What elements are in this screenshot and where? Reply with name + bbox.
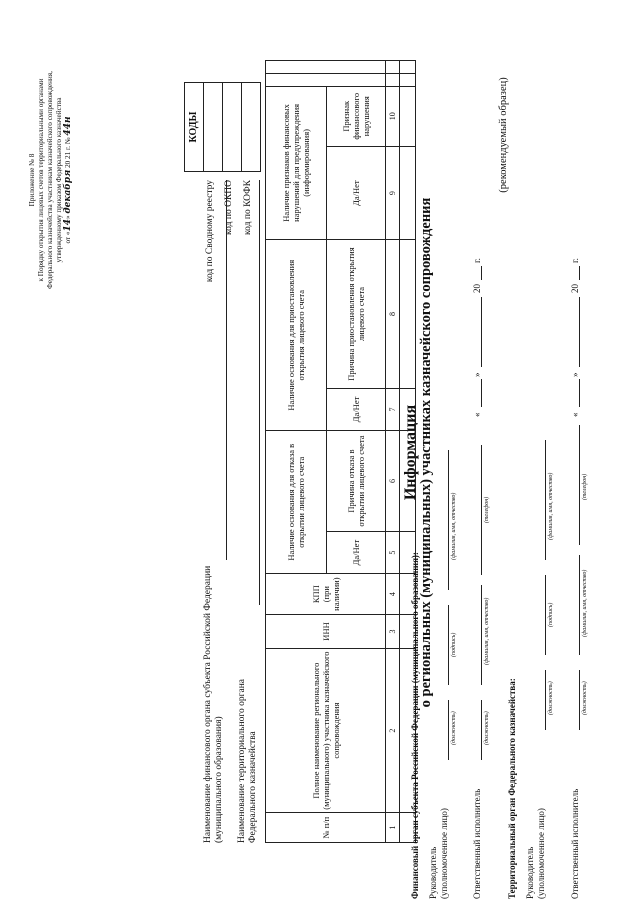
column-number: 3 bbox=[386, 615, 400, 649]
appendix-line: к Порядку открытия лицевых счетов территориальными органами bbox=[37, 78, 45, 282]
head-sub-label: (уполномоченное лицо) bbox=[439, 808, 449, 899]
column-number: 1 bbox=[386, 813, 400, 843]
fk-signature-header: Территориальный орган Федерального казначейства: bbox=[507, 678, 517, 899]
phone-line[interactable] bbox=[481, 445, 482, 575]
code-label-kofk: код по КОФК bbox=[243, 180, 253, 235]
participants-table bbox=[265, 60, 416, 843]
year-prefix: 20 bbox=[570, 284, 580, 293]
fio-line[interactable] bbox=[545, 440, 546, 560]
handwritten-order-number: 44н bbox=[63, 116, 73, 136]
year-suffix: г. bbox=[570, 258, 580, 263]
appendix-line: утвержденному приказом Федерального казначейства bbox=[55, 97, 63, 263]
position-line[interactable] bbox=[579, 670, 580, 730]
column-number: 2 bbox=[386, 648, 400, 812]
position-caption: (должность) bbox=[484, 711, 490, 745]
column-number: 6 bbox=[386, 431, 400, 532]
fio-caption: (фамилия, имя, отчество) bbox=[548, 472, 554, 540]
signature-caption: (подпись) bbox=[548, 602, 554, 627]
executor-label: Ответственный исполнитель bbox=[570, 788, 580, 899]
appendix-date-line: от «14» декабря 20 21 г. № 44н bbox=[63, 116, 73, 244]
extra-column bbox=[266, 61, 386, 74]
handwritten-day: 14 bbox=[63, 218, 73, 232]
executor-label: Ответственный исполнитель bbox=[472, 788, 482, 899]
column-number: 5 bbox=[386, 531, 400, 573]
header-kpp: КПП (при наличии) bbox=[266, 574, 386, 615]
head-label: Руководитель bbox=[525, 846, 535, 899]
position-line[interactable] bbox=[545, 670, 546, 730]
year-prefix: 20 bbox=[472, 284, 482, 293]
head-sub-label: (уполномоченное лицо) bbox=[536, 808, 546, 899]
date-open-quote: « bbox=[570, 412, 580, 417]
fin-org-input-line[interactable] bbox=[226, 180, 227, 560]
position-caption: (должность) bbox=[548, 681, 554, 715]
fio-line[interactable] bbox=[579, 555, 580, 655]
header-violation-group: Наличие признаков финансовых нарушений для предупреждения (информирования) bbox=[266, 86, 327, 240]
header-suspend-yes-no: Да/Нет bbox=[327, 388, 386, 430]
head-label: Руководитель bbox=[428, 846, 438, 899]
code-cell-okpo[interactable] bbox=[223, 82, 242, 172]
date-year-line[interactable] bbox=[481, 266, 482, 280]
fio-caption: (фамилия, имя, отчество) bbox=[451, 492, 457, 560]
column-number: 7 bbox=[386, 388, 400, 430]
code-label-svodny: код по Сводному реестру bbox=[205, 180, 215, 283]
header-refusal-yes-no: Да/Нет bbox=[327, 531, 386, 573]
appendix-reference bbox=[28, 15, 73, 345]
fio-line[interactable] bbox=[481, 585, 482, 685]
column-number bbox=[386, 61, 400, 74]
column-number: 9 bbox=[386, 146, 400, 239]
date-day-line[interactable] bbox=[481, 379, 482, 407]
date-open-quote: « bbox=[472, 412, 482, 417]
column-number bbox=[386, 73, 400, 86]
header-participant-name: Полное наименование регионального (муниципального) участника казначейского сопровождения bbox=[266, 648, 386, 812]
document-subtitle: о региональных (муниципальных) участниках казначейского сопровождения bbox=[418, 197, 434, 708]
header-suspend-group: Наличие основания для приостановления открытия лицевого счета bbox=[266, 240, 327, 431]
position-caption: (должность) bbox=[451, 711, 457, 745]
code-cell-svodny[interactable] bbox=[204, 82, 223, 172]
column-number: 4 bbox=[386, 574, 400, 615]
extra-column bbox=[266, 73, 386, 86]
codes-box bbox=[184, 82, 261, 172]
position-line[interactable] bbox=[481, 700, 482, 760]
appendix-line: Федерального казначейства участникам казначейского сопровождения, bbox=[46, 71, 54, 289]
position-caption: (должность) bbox=[582, 681, 588, 715]
header-violation-sign: Признак финансового нарушения bbox=[327, 86, 386, 146]
column-number: 8 bbox=[386, 240, 400, 388]
terr-org-input-line[interactable] bbox=[259, 180, 260, 605]
document-title: Информация bbox=[402, 404, 419, 501]
table-cell[interactable] bbox=[400, 240, 416, 388]
table-cell[interactable] bbox=[400, 146, 416, 239]
phone-line[interactable] bbox=[579, 425, 580, 545]
fio-caption: (фамилия, имя, отчество) bbox=[582, 569, 588, 637]
position-line[interactable] bbox=[448, 700, 449, 760]
date-day-line[interactable] bbox=[579, 379, 580, 407]
header-number: № п/п bbox=[266, 813, 386, 843]
fin-org-label: Наименование финансового органа субъекта Российской Федерации (муниципального образования) bbox=[203, 565, 224, 843]
date-close-quote: » bbox=[570, 372, 580, 377]
recommended-sample-note: (рекомендуемый образец) bbox=[498, 77, 509, 193]
fio-caption: (фамилия, имя, отчество) bbox=[484, 597, 490, 665]
handwritten-month: декабря bbox=[63, 169, 73, 214]
table-cell[interactable] bbox=[400, 61, 416, 74]
code-cell-kofk[interactable] bbox=[242, 82, 261, 172]
code-label-okpo: код по ОКПО bbox=[224, 180, 234, 235]
date-month-line[interactable] bbox=[579, 297, 580, 367]
header-suspend-reason: Причина приостановления открытия лицевого счета bbox=[327, 240, 386, 388]
codes-header: КОДЫ bbox=[184, 82, 204, 172]
header-refusal-group: Наличие основания для отказа в открытии лицевого счета bbox=[266, 431, 327, 574]
column-number: 10 bbox=[386, 86, 400, 146]
date-close-quote: » bbox=[472, 372, 482, 377]
header-violation-yes-no: Да/Нет bbox=[327, 146, 386, 239]
table-cell[interactable] bbox=[400, 73, 416, 86]
table-cell[interactable] bbox=[400, 86, 416, 146]
table-cell[interactable] bbox=[400, 431, 416, 532]
signature-line[interactable] bbox=[545, 575, 546, 655]
table-cell[interactable] bbox=[400, 388, 416, 430]
fin-org-signature-header: Финансовый орган субъекта Российской Федерации (муниципального образования): bbox=[410, 552, 420, 899]
fio-line[interactable] bbox=[448, 450, 449, 590]
phone-caption: (телефон) bbox=[484, 496, 490, 523]
signature-caption: (подпись) bbox=[451, 632, 457, 657]
header-inn: ИНН bbox=[266, 615, 386, 649]
date-year-line[interactable] bbox=[579, 266, 580, 280]
signature-line[interactable] bbox=[448, 605, 449, 685]
appendix-number: Приложение № 8 bbox=[28, 153, 36, 207]
phone-caption: (телефон) bbox=[582, 473, 588, 500]
date-month-line[interactable] bbox=[481, 297, 482, 367]
terr-org-label: Наименование территориального органа Федерального казначейства bbox=[237, 678, 258, 843]
year-suffix: г. bbox=[472, 258, 482, 263]
header-refusal-reason: Причина отказа в открытии лицевого счета bbox=[327, 431, 386, 532]
